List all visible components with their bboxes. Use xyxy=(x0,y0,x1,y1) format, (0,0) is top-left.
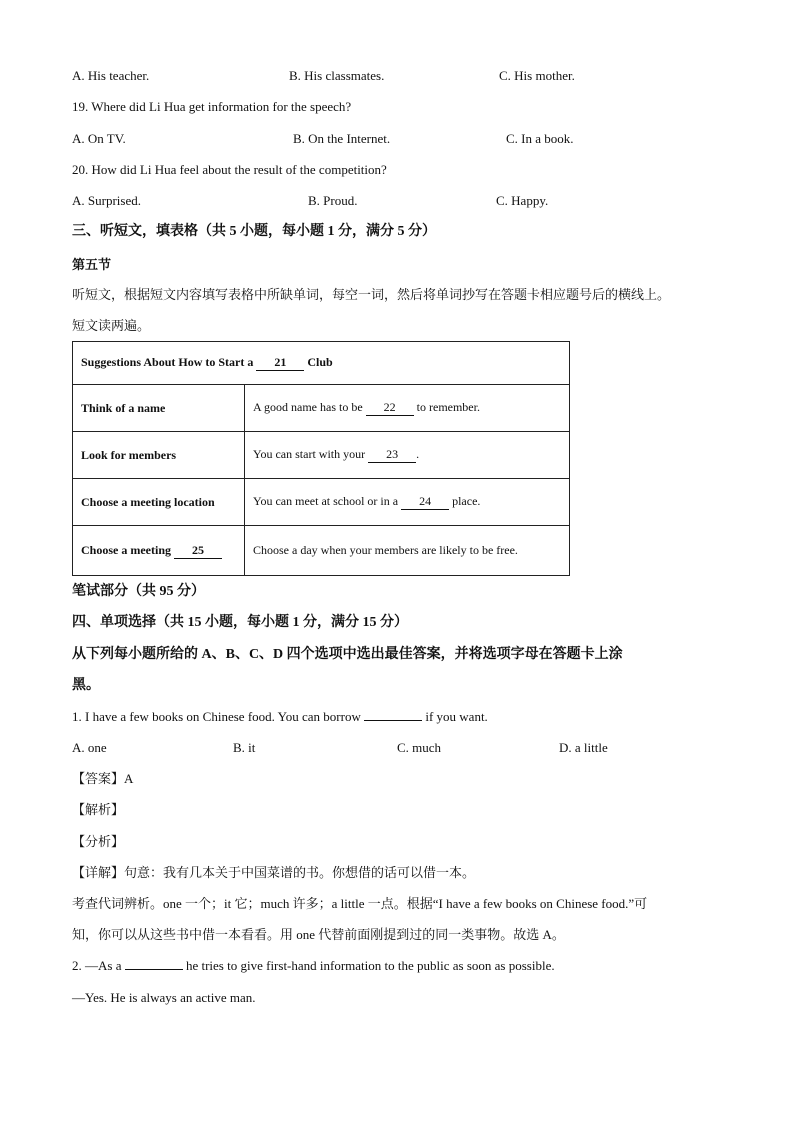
row-label: Choose a meeting location xyxy=(73,479,245,526)
q20-option-c[interactable]: C. Happy. xyxy=(496,193,549,208)
q19-option-a[interactable]: A. On TV. xyxy=(72,131,126,146)
row-label xyxy=(73,526,245,576)
q1-option-b[interactable]: B. it xyxy=(233,740,256,755)
blank-23[interactable]: 23 xyxy=(368,447,416,463)
table-row xyxy=(73,526,570,576)
table-row xyxy=(73,479,570,526)
table-title-pre: Suggestions About How to Start a xyxy=(81,355,254,369)
section3-instruction-2: 短文读两遍。 xyxy=(72,318,151,333)
q1-detail: 【详解】句意：我有几本关于中国菜谱的书。你想借的话可以借一本。 xyxy=(72,865,476,880)
blank-24[interactable]: 24 xyxy=(401,494,449,510)
blank-21[interactable]: 21 xyxy=(256,355,304,371)
q20-option-b[interactable]: B. Proud. xyxy=(308,193,358,208)
row-text: to remember. xyxy=(416,400,480,414)
q1-fenxi-label: 【分析】 xyxy=(72,834,125,849)
q19-option-b[interactable]: B. On the Internet. xyxy=(293,131,391,146)
q1-analysis-label: 【解析】 xyxy=(72,802,125,817)
q1-blank[interactable] xyxy=(364,708,422,721)
q1-option-d[interactable]: D. a little xyxy=(559,740,608,755)
row-text: A good name has to be xyxy=(253,400,363,414)
row-label: Think of a name xyxy=(73,385,245,432)
q18-option-a[interactable]: A. His teacher. xyxy=(72,68,150,83)
q2-reply: —Yes. He is always an active man. xyxy=(72,990,256,1005)
q1-stem-pre: 1. I have a few books on Chinese food. You can borrow xyxy=(72,709,361,724)
written-heading: 笔试部分（共 95 分） xyxy=(72,584,205,599)
q19-stem: 19. Where did Li Hua get information for the speech? xyxy=(72,99,352,114)
q1-answer: 【答案】A xyxy=(72,771,134,786)
q2-blank[interactable] xyxy=(125,957,183,970)
q19-option-c[interactable]: C. In a book. xyxy=(506,131,574,146)
q20-stem: 20. How did Li Hua feel about the result of the competition? xyxy=(72,162,387,177)
table-title-post: Club xyxy=(307,355,333,369)
q20-option-a[interactable]: A. Surprised. xyxy=(72,193,141,208)
row-label-text: Choose a meeting xyxy=(81,542,171,557)
row-content xyxy=(245,385,570,432)
row-text: place. xyxy=(452,494,481,508)
table-row xyxy=(73,385,570,432)
q2-stem-post: he tries to give first-hand information to the public as soon as possible. xyxy=(185,958,555,973)
section3-instruction-1: 听短文，根据短文内容填写表格中所缺单词，每空一词，然后将单词抄写在答题卡相应题号后的横线上。 xyxy=(72,287,671,302)
blank-22[interactable]: 22 xyxy=(366,400,414,416)
table-title xyxy=(73,342,570,385)
table-row xyxy=(73,432,570,479)
section3-heading: 三、听短文，填表格（共 5 小题，每小题 1 分，满分 5 分） xyxy=(72,224,436,239)
q1-option-a[interactable]: A. one xyxy=(72,740,107,755)
row-label: Look for members xyxy=(73,432,245,479)
row-content xyxy=(245,432,570,479)
row-content xyxy=(245,479,570,526)
row-text: You can meet at school or in a xyxy=(253,494,399,508)
section4-instruction-1: 从下列每小题所给的 A、B、C、D 四个选项中选出最佳答案，并将选项字母在答题卡上涂 xyxy=(72,647,623,662)
q18-option-c[interactable]: C. His mother. xyxy=(499,68,575,83)
q1-option-c[interactable]: C. much xyxy=(397,740,442,755)
q2-stem-pre: 2. —As a xyxy=(72,958,122,973)
q1-explanation-2: 知，你可以从这些书中借一本看看。用 one 代替前面刚提到过的同一类事物。故选 A。 xyxy=(72,927,565,942)
q18-option-b[interactable]: B. His classmates. xyxy=(289,68,385,83)
section4-heading: 四、单项选择（共 15 小题，每小题 1 分，满分 15 分） xyxy=(72,615,408,630)
row-text: . xyxy=(416,447,420,461)
q2-stem xyxy=(72,957,555,975)
suggestions-table xyxy=(72,341,570,576)
q1-explanation-1: 考查代词辨析。one 一个；it 它；much 许多；a little 一点。根据“I have a few books on Chinese food.”可 xyxy=(72,896,648,911)
row-text: You can start with your xyxy=(253,447,366,461)
section3-part: 第五节 xyxy=(72,257,112,272)
q1-stem xyxy=(72,708,488,726)
row-content: Choose a day when your members are likely to be free. xyxy=(245,526,570,576)
q1-stem-post: if you want. xyxy=(425,709,488,724)
section4-instruction-2: 黑。 xyxy=(72,678,100,693)
blank-25[interactable]: 25 xyxy=(174,543,222,559)
